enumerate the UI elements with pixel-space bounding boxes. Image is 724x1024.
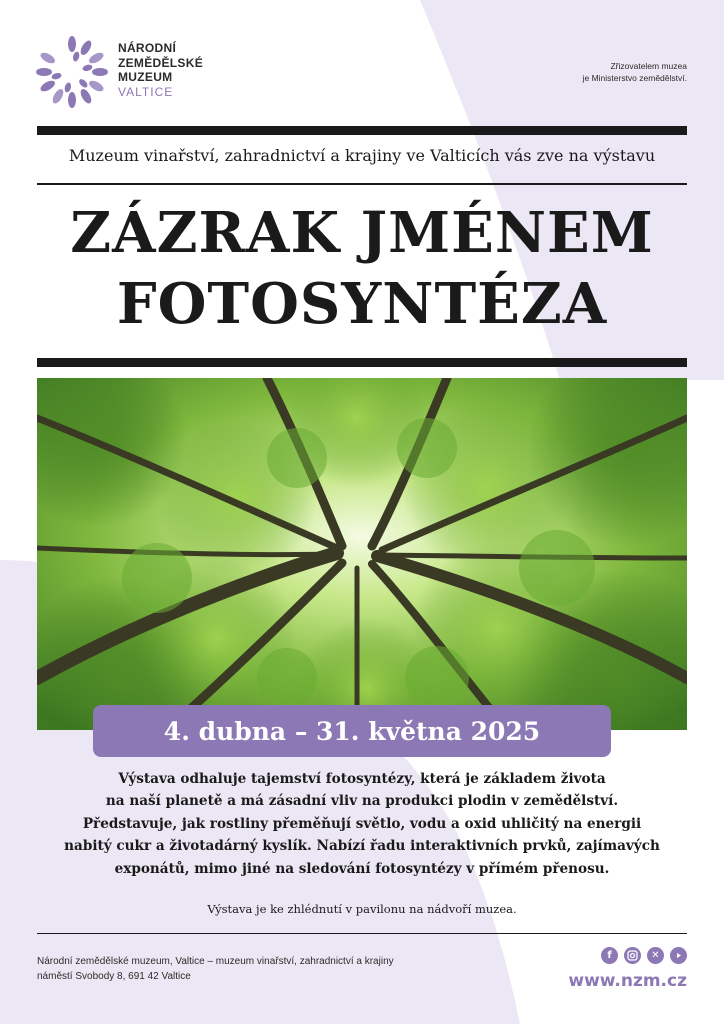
logo-city: VALTICE <box>118 84 174 99</box>
title-line-1: ZÁZRAK JMÉNEM <box>70 200 654 266</box>
exhibition-dates-band <box>93 705 611 757</box>
website-link[interactable]: www.nzm.cz <box>568 971 687 991</box>
invitation-line: Muzeum vinařství, zahradnictví a krajiny ve Valticích vás zve na výstavu <box>68 146 656 165</box>
exhibition-title <box>20 198 704 340</box>
instagram-icon[interactable] <box>624 947 641 964</box>
description-line-1: Výstava odhaluje tajemství fotosyntézy, která je základem života <box>118 771 606 787</box>
top-thick-rule <box>37 126 687 135</box>
founder-note <box>583 60 687 84</box>
description-line-3: Představuje, jak rostliny přeměňují světlo, vodu a oxid uhličitý na energii <box>82 815 642 832</box>
description-line-4: nabitý cukr a životadárný kyslík. Nabízí řadu interaktivních prvků, zajímavých <box>64 838 660 855</box>
description-line-5: exponátů, mimo jiné na sledování fotosyntézy v přímém přenosu. <box>114 860 610 877</box>
facebook-icon[interactable]: f <box>601 947 618 964</box>
venue-note: Výstava je ke zhlédnutí v pavilonu na nádvoří muzea. <box>207 902 517 916</box>
social-icons <box>601 947 687 964</box>
museum-logo-text <box>118 41 203 99</box>
founder-line-1: Zřizovatelem muzea <box>610 61 687 71</box>
museum-logo-icon <box>36 36 108 108</box>
x-icon[interactable]: ✕ <box>647 947 664 964</box>
exhibition-dates: 4. dubna – 31. května 2025 <box>163 716 541 746</box>
tree-canopy-photo <box>37 378 687 730</box>
logo-line-1: NÁRODNÍ <box>118 41 177 55</box>
middle-thick-rule <box>37 358 687 367</box>
logo-line-3: MUZEUM <box>118 70 173 84</box>
footer-rule <box>37 933 687 934</box>
description-line-2: na naší planetě a má zásadní vliv na produkci plodin v zemědělství. <box>105 793 619 810</box>
address-line-2: náměstí Svobody 8, 691 42 Valtice <box>37 971 191 982</box>
logo-line-2: ZEMĚDĚLSKÉ <box>118 55 204 70</box>
footer-address <box>37 954 394 984</box>
address-line-1: Národní zemědělské muzeum, Valtice – muzeum vinařství, zahradnictví a krajiny <box>37 956 394 967</box>
top-thin-rule <box>37 183 687 185</box>
title-line-2: FOTOSYNTÉZA <box>116 271 608 337</box>
tree-canopy-illustration <box>37 378 687 730</box>
exhibition-description <box>37 768 687 880</box>
youtube-icon[interactable] <box>670 947 687 964</box>
founder-line-2: je Ministerstvo zemědělství. <box>582 73 687 83</box>
